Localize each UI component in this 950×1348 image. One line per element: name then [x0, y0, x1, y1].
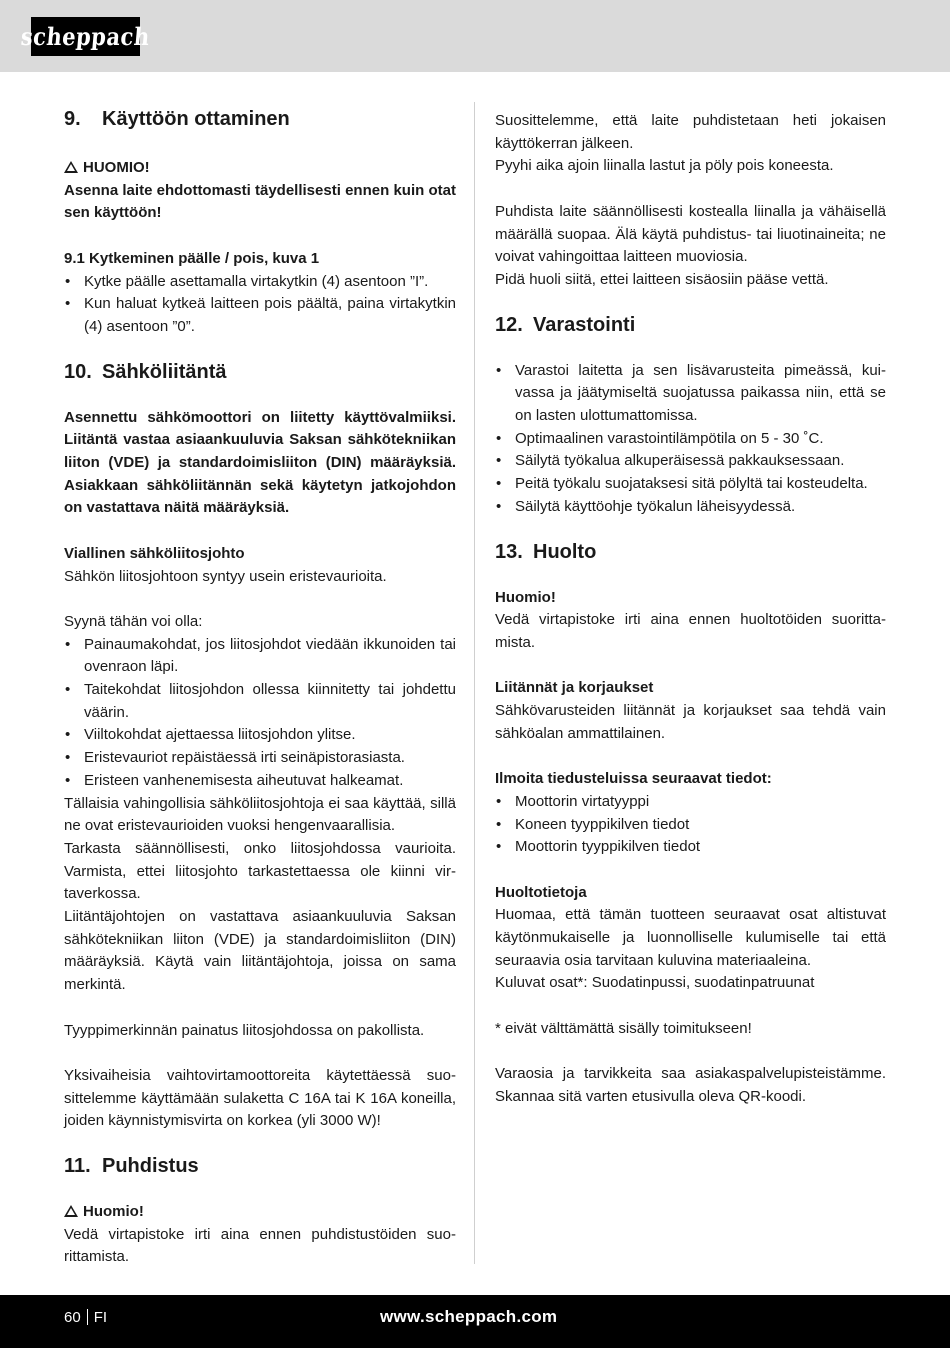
paragraph: Yksivaiheisia vaihtovirtamoottoreita käytettäessä suosittelemme käyttämään sulaketta C 16A tai K 16A koneilla, joiden käynnistymisvirta on korkea (yli 3000 W)! [64, 1066, 456, 1130]
section-13-heading [495, 539, 886, 565]
section-number: 12. [495, 313, 523, 336]
list-item: • Eristeen vanhenemisesta aiheutuvat halkeamat. [64, 770, 456, 793]
list-item: • Eristevauriot repäistäessä irti seinäpistorasiasta. [64, 747, 456, 770]
paragraph: Pyyhi aika ajoin liinalla lastut ja pöly pois koneesta. [495, 157, 834, 175]
list-item: • Kytke päälle asettamalla virtakytkin (4) asentoon ”I”. [64, 271, 456, 294]
list-item: • Säilytä työkalua alkuperäisessä pakkauksessaan. [495, 450, 886, 473]
delivery-note: * eivät välttämättä sisälly toimitukseen! [495, 1019, 752, 1037]
section-10-heading [64, 359, 456, 385]
paragraph: Pidä huoli siitä, ettei laitteen sisäosiin pääse vettä. [495, 270, 829, 288]
paragraph: Tarkasta säännöllisesti, onko liitosjohdossa vaurioita. Varmista, ettei liitosjohto tarkastettaessa ole kiinni virtaverkossa. [64, 839, 456, 903]
switch-list [64, 271, 456, 339]
service-title: Huoltotietoja [495, 883, 587, 901]
paragraph: Puhdista laite säännöllisesti kostealla liinalla ja vähäisellä määrällä suopaa. Älä käytä puhdistus- tai liuotinaineita; ne voivat vahingoittaa laitteen muoviosia. [495, 202, 886, 266]
connections-text: Sähkövarusteiden liitännät ja korjaukset saa tehdä vain sähköalan ammattilainen. [495, 702, 886, 742]
list-item: • Varastoi laitetta ja sen lisävarusteita pimeässä, kuivassa ja jäätymiseltä suojatussa paikassa niin, että se on lasten ulottumattomissa. [495, 360, 886, 428]
section-title: Käyttöön ottaminen [102, 108, 290, 130]
cable-title: Viallinen sähköliitosjohto [64, 544, 245, 562]
connections-title: Liitännät ja korjaukset [495, 679, 654, 697]
section-number: 11. [64, 1155, 91, 1178]
list-item: • Painaumakohdat, jos liitosjohdot viedään ikkunoiden tai ovenraon läpi. [64, 634, 456, 679]
footer-bar [0, 1295, 950, 1348]
warning-text: Vedä virtapistoke irti aina ennen puhdistustöiden suorittamista. [64, 1225, 456, 1266]
list-item: • Moottorin tyyppikilven tiedot [495, 836, 886, 859]
list-item: • Peitä työkalu suojataksesi sitä pölyltä tai kosteudelta. [495, 473, 886, 496]
cable-text: Sähkön liitosjohtoon syntyy usein eristevaurioita. [64, 567, 387, 585]
warning-triangle-icon [64, 1205, 78, 1217]
paragraph: Tällaisia vahingollisia sähköliitosjohtoja ei saa käyttää, sillä ne ovat eristevaurioiden vuoksi hengenvaarallisia. [64, 794, 456, 835]
section-number: 10. [64, 360, 92, 383]
warning-text: Vedä virtapistoke irti aina ennen huoltotöiden suorittamista. [495, 611, 886, 651]
logo-text: scheppach [19, 22, 152, 51]
section-title: Puhdistus [102, 1155, 199, 1178]
electrical-notice: Asennettu sähkömoottori on liitetty käyttövalmiiksi. Liitäntä vastaa asiaankuuluvia Saksan sähkötekniikan liiton (VDE) ja standardoimisliiton (DIN) määräyksiä. Asiakkaan sähköliitännän sekä käytetyn jatkojohdon on vastattava näitä määräyksiä. [64, 408, 456, 517]
column-divider [474, 102, 475, 1264]
section-title: Sähköliitäntä [102, 360, 227, 383]
causes-list [64, 634, 456, 793]
list-item: • Moottorin virtatyyppi [495, 791, 886, 814]
warning-triangle-icon [64, 161, 78, 173]
section-12-heading [495, 312, 886, 338]
section-number: 9. [64, 108, 81, 130]
info-list [495, 791, 886, 859]
paragraph: Suosittelemme, että laite puhdistetaan heti jokaisen käyttökerran jälkeen. [495, 112, 886, 152]
separator [87, 1309, 88, 1325]
section-11-heading [64, 1153, 456, 1179]
storage-list [495, 360, 886, 519]
section-title: Huolto [533, 540, 597, 563]
warning-text: Asenna laite ehdottomasti täydellisesti ennen kuin otat sen käyttöön! [64, 181, 456, 222]
list-item: • Optimaalinen varastointilämpötila on 5 - 30 ˚C. [495, 428, 886, 451]
info-title: Ilmoita tiedusteluissa seuraavat tiedot: [495, 770, 772, 788]
left-column [64, 104, 456, 1269]
list-item: • Säilytä käyttöohje työkalun läheisyydessä. [495, 496, 886, 519]
list-item: • Kun haluat kytkeä laitteen pois päältä, paina virtakytkin (4) asentoon ”0”. [64, 293, 456, 338]
service-text: Huomaa, että tämän tuotteen seuraavat osat altistuvat käytönmukaiselle ja luonnolliselle kulumiselle tai että seuraavia osia tarvitaan kuluvina materiaaleina. [495, 906, 886, 969]
wear-parts-text: Kuluvat osat*: Suodatinpussi, suodatinpatruunat [495, 974, 815, 992]
page-number: 60 [64, 1309, 81, 1326]
spare-parts-text: Varaosia ja tarvikkeita saa asiakaspalvelupisteistämme. Skannaa sitä varten etusivulla oleva QR-koodi. [495, 1065, 886, 1105]
paragraph: Liitäntäjohtojen on vastattava asiaankuuluvia Saksan sähkötekniikan liiton (VDE) ja standardoimisliiton (DIN) määräyksiä. Käytä vain liitäntäjohtoja, joissa on sama merkintä. [64, 908, 456, 994]
section-number: 13. [495, 540, 523, 563]
right-column [495, 110, 886, 1109]
section-9-heading [64, 106, 456, 132]
warning-label: HUOMIO! [64, 157, 456, 180]
page-indicator [64, 1309, 107, 1326]
language-code: FI [93, 1309, 108, 1326]
website-url: www.scheppach.com [380, 1307, 558, 1326]
list-item: • Taitekohdat liitosjohdon ollessa kiinnitetty tai johdettu väärin. [64, 679, 456, 724]
warning-label: Huomio! [64, 1201, 456, 1224]
list-item: • Koneen tyyppikilven tiedot [495, 814, 886, 837]
section-title: Varastointi [533, 313, 636, 336]
causes-intro: Syynä tähän voi olla: [64, 612, 203, 630]
subsection-9-1-title: 9.1 Kytkeminen päälle / pois, kuva 1 [64, 249, 320, 267]
list-item: • Viiltokohdat ajettaessa liitosjohdon ylitse. [64, 724, 456, 747]
header-band [0, 0, 950, 72]
scheppach-logo [19, 17, 152, 56]
paragraph: Tyyppimerkinnän painatus liitosjohdossa on pakollista. [64, 1021, 425, 1039]
warning-label: Huomio! [495, 588, 556, 606]
